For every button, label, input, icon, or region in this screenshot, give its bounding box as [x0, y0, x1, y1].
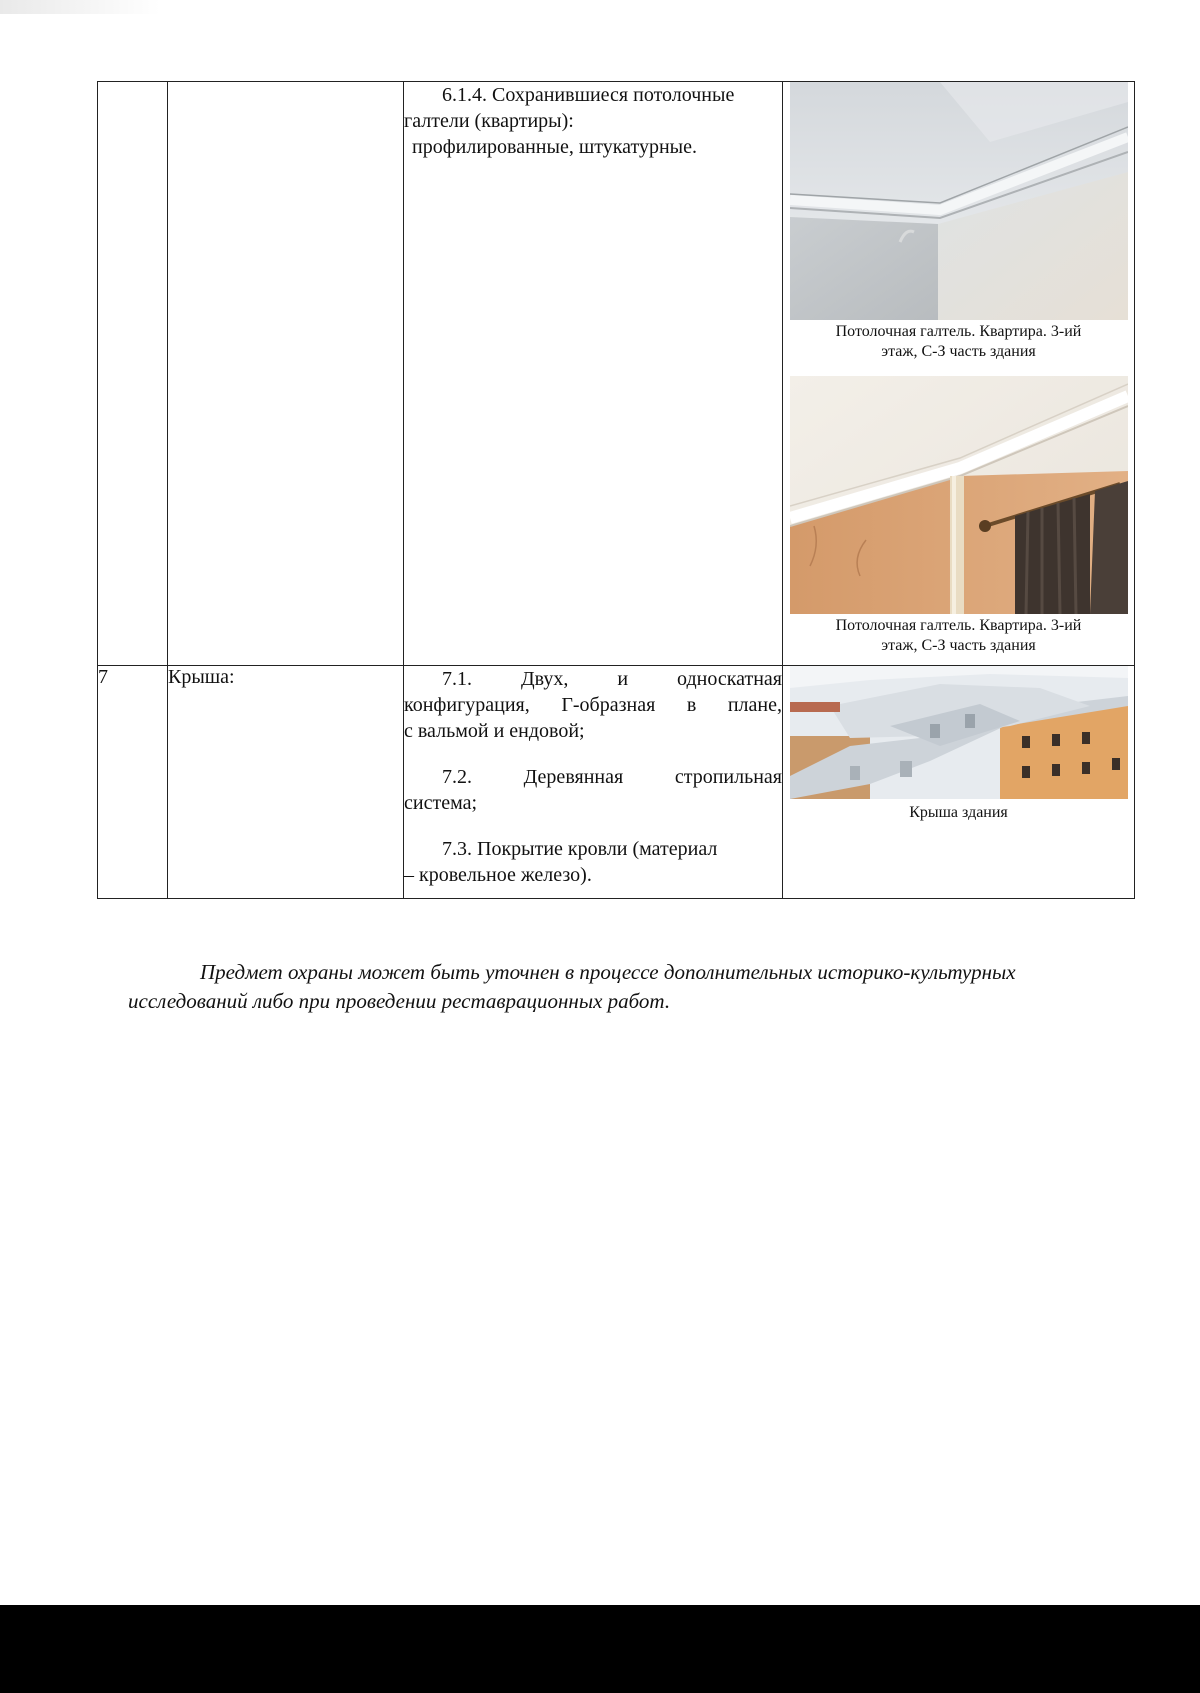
- closing-note: Предмет охраны может быть уточнен в процессе дополнительных историко-культурных исследований либо при проведении реставрационных работ.: [128, 960, 1016, 1013]
- photo-cell: [783, 666, 1135, 899]
- item-7-3: 7.3. Покрытие кровли (материал: [442, 838, 718, 860]
- item-7-3-end: – кровельное железо).: [404, 864, 592, 886]
- item-7-2-end: система;: [404, 792, 478, 814]
- ceiling-cornice-photo: [790, 82, 1128, 320]
- photo-caption: Крыша здания: [909, 804, 1008, 821]
- ceiling-cornice-curtain-photo: [790, 376, 1128, 614]
- table-row: [98, 82, 1135, 666]
- item-title: 6.1.4. Сохранившиеся потолочные: [442, 84, 735, 106]
- item-7-1-continued: конфигурация, Г-образная в плане,: [404, 694, 782, 716]
- item-7-1-end: с вальмой и ендовой;: [404, 720, 585, 742]
- photo-caption: Потолочная галтель. Квартира. 3-ий этаж, С-З часть здания: [835, 617, 1082, 654]
- description-cell: [404, 82, 783, 666]
- photo-cell: [783, 82, 1135, 666]
- item-7-1: 7.1. Двух, и односкатная: [442, 668, 782, 690]
- table-row: [98, 666, 1135, 899]
- row-number-cell: [98, 82, 168, 666]
- photo-caption: Потолочная галтель. Квартира. 3-ий этаж, С-З часть здания: [835, 323, 1082, 360]
- roof-photo: [790, 666, 1128, 799]
- protection-subject-table: [97, 81, 1135, 899]
- item-text: профилированные, штукатурные.: [412, 136, 697, 158]
- item-title-continued: галтели (квартиры):: [404, 110, 574, 132]
- scan-edge-shade: [0, 0, 160, 14]
- element-name-cell: Крыша:: [168, 666, 404, 899]
- element-name-cell: [168, 82, 404, 666]
- row-number-cell: 7: [98, 666, 168, 899]
- item-7-2: 7.2. Деревянная стропильная: [442, 766, 782, 788]
- description-cell: [404, 666, 783, 899]
- scan-bottom-edge: [0, 1605, 1200, 1693]
